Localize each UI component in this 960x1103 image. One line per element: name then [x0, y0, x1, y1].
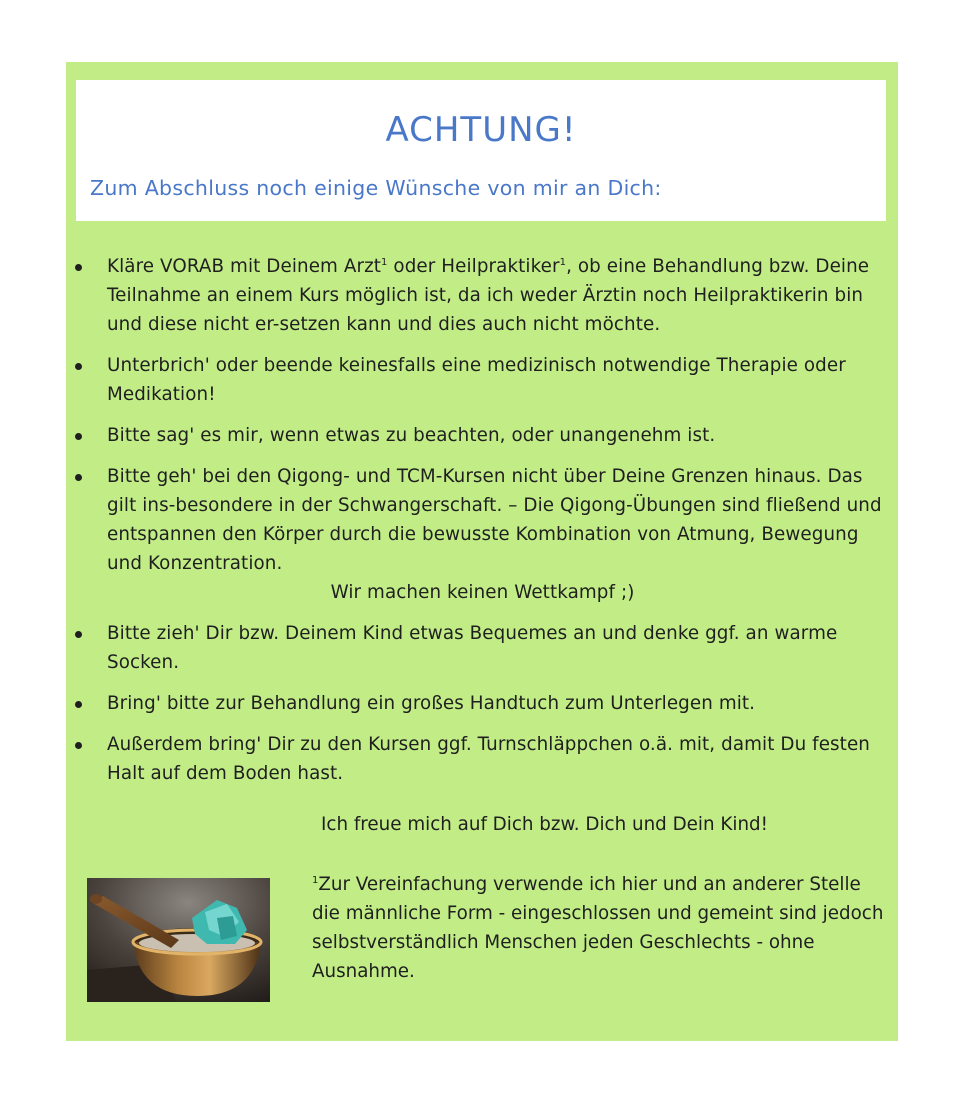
list-item [66, 730, 898, 788]
item-text: Bitte sag' es mir, wenn etwas zu beachten, oder unangenehm ist. [107, 425, 716, 446]
list-item [66, 689, 898, 718]
footnote-mark: 1 [381, 257, 388, 268]
list-item [66, 252, 898, 339]
list-item [66, 619, 898, 677]
item-text: Kläre VORAB mit Deinem Arzt [107, 256, 382, 277]
info-panel [66, 62, 898, 1041]
list-item [66, 462, 898, 607]
item-text: Bring' bitte zur Behandlung ein großes Handtuch zum Unterlegen mit. [107, 693, 756, 714]
list-item [66, 351, 898, 409]
bullet-icon [75, 742, 82, 749]
bullet-icon [75, 363, 82, 370]
singing-bowl-photo [87, 878, 270, 1002]
list-item [66, 421, 898, 450]
footnote-mark: 1 [559, 257, 567, 268]
page-title: ACHTUNG! [385, 110, 577, 150]
bullet-icon [75, 474, 82, 481]
bullet-icon [75, 264, 82, 271]
item-note: Wir machen keinen Wettkampf ;) [330, 582, 635, 603]
item-text: Unterbrich' oder beende keinesfalls eine medizinisch notwendige Therapie oder Medikation! [107, 355, 846, 405]
page-subtitle: Zum Abschluss noch einige Wünsche von mir an Dich: [90, 176, 662, 200]
footnote-mark: 1 [312, 875, 319, 886]
bullet-icon [75, 433, 82, 440]
header-box [76, 80, 886, 221]
closing-text: Ich freue mich auf Dich bzw. Dich und Dein Kind! [321, 814, 768, 835]
item-text: Außerdem bring' Dir zu den Kursen ggf. Turnschläppchen o.ä. mit, damit Du festen Halt auf dem Boden hast. [107, 734, 870, 784]
item-text: Bitte geh' bei den Qigong- und TCM-Kursen nicht über Deine Grenzen hinaus. Das gilt ins-besondere in der Schwangerschaft. – Die Qigong-Übungen sind fließend und entspannen den Körper durch die bewusste Kombination von Atmung, Bewegung und Konzentration. [107, 466, 882, 574]
footnote-text: Zur Vereinfachung verwende ich hier und an anderer Stelle die männliche Form - eingeschlossen und gemeint sind jedoch selbstverständlich Menschen jeden Geschlechts - ohne Ausnahme. [312, 874, 884, 982]
item-text: Bitte zieh' Dir bzw. Deinem Kind etwas Bequemes an und denke ggf. an warme Socken. [107, 623, 838, 673]
bullet-icon [75, 631, 82, 638]
footnote [312, 870, 892, 986]
bullet-icon [75, 701, 82, 708]
item-text: oder Heilpraktiker [387, 256, 560, 277]
wishes-list [66, 252, 898, 800]
item-text: , ob eine Behandlung bzw. Deine Teilnahme an einem Kurs möglich ist, da ich weder Ärztin noch Heilpraktikerin bin und diese nicht er-setzen kann und dies auch nicht möchte. [107, 256, 870, 335]
